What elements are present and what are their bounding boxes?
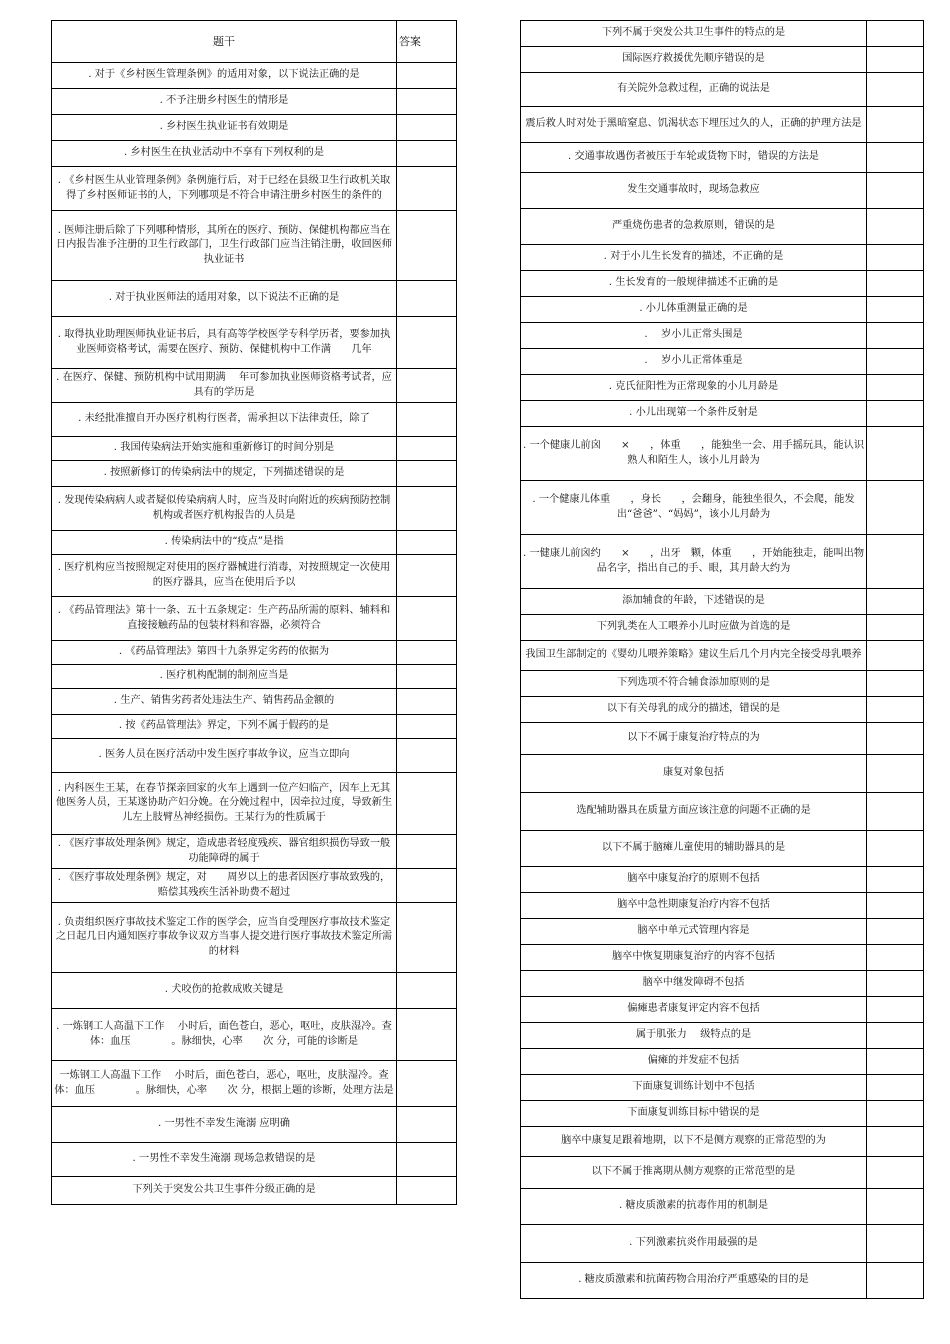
table-row [521, 107, 924, 143]
answer-cell[interactable] [867, 535, 924, 589]
question-cell: 严重烧伤患者的急救原则，错误的是 [521, 209, 867, 245]
table-row [52, 715, 457, 739]
answer-cell[interactable] [397, 1107, 457, 1143]
answer-cell[interactable] [867, 697, 924, 723]
table-row [521, 73, 924, 107]
answer-cell[interactable] [867, 401, 924, 427]
question-cell: . 犬咬伤的抢救成败关键是 [52, 973, 397, 1009]
table-row [52, 437, 457, 461]
answer-cell[interactable] [397, 369, 457, 403]
table-row [521, 427, 924, 481]
question-cell: . 负责组织医疗事故技术鉴定工作的医学会，应当自受理医疗事故技术鉴定之日起几日内通知医疗事故争议双方当事人提交进行医疗事故技术鉴定所需的材料 [52, 903, 397, 973]
answer-cell[interactable] [867, 723, 924, 755]
answer-cell[interactable] [867, 297, 924, 323]
question-column-header: 题干 [52, 21, 397, 63]
answer-cell[interactable] [867, 245, 924, 271]
answer-cell[interactable] [397, 281, 457, 317]
table-row [52, 1143, 457, 1177]
table-row [52, 167, 457, 211]
question-cell: . 在医疗、保健、预防机构中试用期满 年可参加执业医师资格考试者，应具有的学历是 [52, 369, 397, 403]
table-row [521, 1101, 924, 1127]
question-cell: 脑卒中急性期康复治疗内容不包括 [521, 893, 867, 919]
question-cell: 添加辅食的年龄，下述错误的是 [521, 589, 867, 615]
question-cell: 脑卒中继发障碍不包括 [521, 971, 867, 997]
answer-cell[interactable] [397, 167, 457, 211]
question-cell: . 小儿体重测量正确的是 [521, 297, 867, 323]
question-cell: . 《医疗事故处理条例》规定，对 周岁以上的患者因医疗事故致残的，赔偿其残疾生活补助费不超过 [52, 869, 397, 903]
question-cell: 选配辅助器具在质量方面应该注意的问题不正确的是 [521, 793, 867, 831]
question-cell: 下面康复训练计划中不包括 [521, 1075, 867, 1101]
answer-cell[interactable] [397, 531, 457, 555]
question-cell: . 下列激素抗炎作用最强的是 [521, 1225, 867, 1263]
table-row [521, 1127, 924, 1157]
table-row [521, 173, 924, 209]
answer-cell[interactable] [867, 375, 924, 401]
table-row [521, 1225, 924, 1263]
answer-column-header: 答案 [397, 21, 457, 63]
question-cell: 脑卒中康复治疗的原则不包括 [521, 867, 867, 893]
table-row [521, 997, 924, 1023]
question-cell: . 一个健康儿前囟 × ，体重 ，能独坐一会、用手摇玩具，能认识熟人和陌生人，该小儿月龄为 [521, 427, 867, 481]
question-cell: 属于肌张力 级特点的是 [521, 1023, 867, 1049]
question-cell: 一炼钢工人高温下工作 小时后，面色苍白，恶心，呕吐，皮肤湿冷。查体：血压 。脉细快，心率 次 分，根据上题的诊断，处理方法是 [52, 1061, 397, 1107]
question-cell: . 医疗机构应当按照规定对使用的医疗器械进行消毒，对按照规定一次使用的医疗器具，应当在使用后予以 [52, 555, 397, 597]
question-cell: 脑卒中恢复期康复治疗的内容不包括 [521, 945, 867, 971]
question-cell: . 内科医生王某，在春节探亲回家的火车上遇到一位产妇临产，因车上无其他医务人员，王某遂协助产妇分娩。在分娩过程中，因牵拉过度，导致新生儿左上肢臂丛神经损伤。王某行为的性质属于 [52, 773, 397, 835]
answer-cell[interactable] [867, 997, 924, 1023]
table-row [52, 281, 457, 317]
table-row [52, 487, 457, 531]
table-row [521, 867, 924, 893]
answer-cell[interactable] [867, 1189, 924, 1225]
table-row [52, 369, 457, 403]
table-row [52, 89, 457, 115]
answer-cell[interactable] [867, 47, 924, 73]
table-row [521, 697, 924, 723]
table-row [52, 115, 457, 141]
question-cell: . 克氏征阳性为正常现象的小儿月龄是 [521, 375, 867, 401]
table-row [52, 835, 457, 869]
question-cell: . 糖皮质激素和抗菌药物合用治疗严重感染的目的是 [521, 1263, 867, 1299]
table-row [521, 641, 924, 671]
table-row [521, 297, 924, 323]
question-cell: . 对于《乡村医生管理条例》的适用对象，以下说法正确的是 [52, 63, 397, 89]
table-row [521, 401, 924, 427]
table-row [521, 535, 924, 589]
answer-cell[interactable] [397, 437, 457, 461]
answer-cell[interactable] [397, 461, 457, 487]
answer-cell[interactable] [867, 73, 924, 107]
question-cell: 国际医疗救援优先顺序错误的是 [521, 47, 867, 73]
question-cell: . 对于执业医师法的适用对象，以下说法不正确的是 [52, 281, 397, 317]
table-row [521, 1023, 924, 1049]
question-cell: . 发现传染病病人或者疑似传染病病人时，应当及时向附近的疾病预防控制机构或者医疗机构报告的人员是 [52, 487, 397, 531]
answer-cell[interactable] [867, 1127, 924, 1157]
question-cell: . 一炼钢工人高温下工作 小时后，面色苍白，恶心，呕吐，皮肤湿冷。查体：血压 。脉细快，心率 次 分，可能的诊断是 [52, 1009, 397, 1061]
table-row [521, 831, 924, 867]
table-row [52, 597, 457, 641]
answer-cell[interactable] [867, 173, 924, 209]
answer-cell[interactable] [867, 641, 924, 671]
question-cell: 偏瘫患者康复评定内容不包括 [521, 997, 867, 1023]
answer-cell[interactable] [867, 755, 924, 793]
question-cell: . 小儿出现第一个条件反射是 [521, 401, 867, 427]
table-row [52, 403, 457, 437]
answer-cell[interactable] [397, 739, 457, 773]
answer-cell[interactable] [397, 141, 457, 167]
answer-cell[interactable] [867, 1263, 924, 1299]
question-cell: . 对于小儿生长发育的描述，不正确的是 [521, 245, 867, 271]
question-cell: . 岁小儿正常体重是 [521, 349, 867, 375]
table-row [52, 211, 457, 281]
question-cell: . 《医疗事故处理条例》规定，造成患者轻度残疾、器官组织损伤导致一般功能障碍的属于 [52, 835, 397, 869]
answer-cell[interactable] [867, 1023, 924, 1049]
table-row [52, 531, 457, 555]
left-question-table [51, 20, 457, 1205]
question-cell: . 医疗机构配制的制剂应当是 [52, 665, 397, 689]
question-cell: 以下有关母乳的成分的描述，错误的是 [521, 697, 867, 723]
table-row [52, 317, 457, 369]
answer-cell[interactable] [867, 1225, 924, 1263]
answer-cell[interactable] [867, 323, 924, 349]
answer-cell[interactable] [867, 945, 924, 971]
question-cell: 我国卫生部制定的《婴幼儿喂养策略》建议生后几个月内完全接受母乳喂养 [521, 641, 867, 671]
answer-cell[interactable] [397, 903, 457, 973]
table-row [52, 1107, 457, 1143]
question-cell: 有关院外急救过程，正确的说法是 [521, 73, 867, 107]
table-row [521, 1157, 924, 1189]
question-cell: . 一个健康儿体重 ，身长 ，会翻身，能独坐很久，不会爬，能发出“爸爸”、“妈妈”，该小儿月龄为 [521, 481, 867, 535]
question-cell: . 生长发育的一般规律描述不正确的是 [521, 271, 867, 297]
table-row [52, 665, 457, 689]
table-row [521, 919, 924, 945]
table-row [521, 323, 924, 349]
answer-cell[interactable] [867, 1157, 924, 1189]
table-row [52, 869, 457, 903]
answer-cell[interactable] [867, 209, 924, 245]
table-row [521, 615, 924, 641]
table-row [521, 1263, 924, 1299]
table-row [521, 971, 924, 997]
table-row [521, 1075, 924, 1101]
answer-cell[interactable] [867, 831, 924, 867]
question-cell: . 我国传染病法开始实施和重新修订的时间分别是 [52, 437, 397, 461]
answer-cell[interactable] [867, 481, 924, 535]
answer-cell[interactable] [397, 1143, 457, 1177]
table-row [52, 555, 457, 597]
answer-cell[interactable] [867, 1101, 924, 1127]
table-row [52, 1177, 457, 1205]
answer-cell[interactable] [867, 919, 924, 945]
question-cell: 脑卒中康复足跟着地期，以下不是侧方观察的正常范型的为 [521, 1127, 867, 1157]
table-row [521, 793, 924, 831]
answer-cell[interactable] [397, 689, 457, 715]
table-row [521, 1189, 924, 1225]
question-cell: 偏瘫的并发症不包括 [521, 1049, 867, 1075]
answer-cell[interactable] [397, 1009, 457, 1061]
question-cell: . 交通事故遇伤者被压于车轮或货物下时，错误的方法是 [521, 143, 867, 173]
question-cell: . 《乡村医生从业管理条例》条例施行后，对于已经在县级卫生行政机关取得了乡村医师证书的人，下列哪项是不符合申请注册乡村医生的条件的 [52, 167, 397, 211]
question-cell: . 一健康儿前囟约 × ，出牙 颗，体重 ，开始能独走，能叫出物品名字，指出自己的手、眼，其月龄大约为 [521, 535, 867, 589]
answer-cell[interactable] [867, 971, 924, 997]
question-cell: . 传染病法中的“疫点”是指 [52, 531, 397, 555]
question-cell: 下列选项不符合辅食添加原则的是 [521, 671, 867, 697]
question-cell: . 岁小儿正常头围是 [521, 323, 867, 349]
question-cell: . 《药品管理法》第十一条、五十五条规定：生产药品所需的原料、辅料和直接接触药品的包装材料和容器，必须符合 [52, 597, 397, 641]
question-cell: 以下不属于推离期从侧方观察的正常范型的是 [521, 1157, 867, 1189]
table-row [52, 689, 457, 715]
question-cell: . 一男性不幸发生淹溺 应明确 [52, 1107, 397, 1143]
answer-cell[interactable] [867, 793, 924, 831]
answer-cell[interactable] [867, 671, 924, 697]
table-row [521, 349, 924, 375]
answer-cell[interactable] [397, 403, 457, 437]
question-cell: . 生产、销售劣药者处违法生产、销售药品金额的 [52, 689, 397, 715]
table-row [521, 143, 924, 173]
question-cell: 震后救人时对处于黑暗窒息、饥渴状态下埋压过久的人，正确的护理方法是 [521, 107, 867, 143]
table-row [521, 723, 924, 755]
question-cell: 发生交通事故时，现场急救应 [521, 173, 867, 209]
answer-cell[interactable] [397, 835, 457, 869]
question-cell: . 不予注册乡村医生的情形是 [52, 89, 397, 115]
question-cell: . 未经批准擅自开办医疗机构行医者，需承担以下法律责任，除了 [52, 403, 397, 437]
question-cell: 康复对象包括 [521, 755, 867, 793]
table-row [521, 671, 924, 697]
answer-cell[interactable] [397, 89, 457, 115]
answer-cell[interactable] [397, 597, 457, 641]
answer-cell[interactable] [397, 973, 457, 1009]
table-row [521, 375, 924, 401]
table-row [52, 1061, 457, 1107]
table-row [521, 589, 924, 615]
table-row [52, 1009, 457, 1061]
question-cell: 下列不属于突发公共卫生事件的特点的是 [521, 21, 867, 47]
answer-cell[interactable] [397, 555, 457, 597]
answer-cell[interactable] [867, 867, 924, 893]
table-row [521, 945, 924, 971]
answer-cell[interactable] [397, 869, 457, 903]
answer-cell[interactable] [397, 115, 457, 141]
question-cell: . 《药品管理法》第四十九条界定劣药的依据为 [52, 641, 397, 665]
table-row [521, 47, 924, 73]
answer-cell[interactable] [397, 641, 457, 665]
answer-cell[interactable] [397, 63, 457, 89]
answer-cell[interactable] [397, 773, 457, 835]
question-cell: . 取得执业助理医师执业证书后，具有高等学校医学专科学历者，要参加执业医师资格考试，需要在医疗、预防、保健机构中工作满 几年 [52, 317, 397, 369]
answer-cell[interactable] [397, 1177, 457, 1205]
question-cell: . 糖皮质激素的抗毒作用的机制是 [521, 1189, 867, 1225]
table-row [521, 755, 924, 793]
answer-cell[interactable] [867, 107, 924, 143]
table-row [521, 245, 924, 271]
answer-cell[interactable] [397, 317, 457, 369]
answer-cell[interactable] [867, 615, 924, 641]
answer-cell[interactable] [867, 893, 924, 919]
table-row [52, 739, 457, 773]
answer-cell[interactable] [867, 21, 924, 47]
answer-cell[interactable] [867, 427, 924, 481]
table-row [521, 893, 924, 919]
table-row [521, 209, 924, 245]
answer-cell[interactable] [867, 1075, 924, 1101]
answer-cell[interactable] [867, 349, 924, 375]
answer-cell[interactable] [867, 1049, 924, 1075]
table-row [52, 461, 457, 487]
answer-cell[interactable] [397, 1061, 457, 1107]
question-cell: 以下不属于脑瘫儿童使用的辅助器具的是 [521, 831, 867, 867]
question-cell: 下列乳类在人工喂养小儿时应做为首选的是 [521, 615, 867, 641]
table-row [52, 773, 457, 835]
question-cell: 脑卒中单元式管理内容是 [521, 919, 867, 945]
table-row [52, 641, 457, 665]
answer-cell[interactable] [397, 211, 457, 281]
question-cell: . 医师注册后除了下列哪种情形，其所在的医疗、预防、保健机构都应当在 日内报告准予注册的卫生行政部门，卫生行政部门应当注销注册，收回医师执业证书 [52, 211, 397, 281]
question-cell: . 乡村医生在执业活动中不享有下列权利的是 [52, 141, 397, 167]
table-row [52, 141, 457, 167]
question-cell: . 乡村医生执业证书有效期是 [52, 115, 397, 141]
table-row [521, 271, 924, 297]
right-question-table [520, 20, 924, 1299]
table-header-row [52, 21, 457, 63]
question-cell: 下面康复训练目标中错误的是 [521, 1101, 867, 1127]
table-row [521, 21, 924, 47]
table-row [521, 1049, 924, 1075]
table-row [52, 903, 457, 973]
answer-cell[interactable] [397, 715, 457, 739]
answer-cell[interactable] [397, 665, 457, 689]
answer-cell[interactable] [867, 271, 924, 297]
question-cell: . 医务人员在医疗活动中发生医疗事故争议，应当立即向 [52, 739, 397, 773]
table-row [52, 973, 457, 1009]
answer-cell[interactable] [867, 143, 924, 173]
question-cell: . 按照新修订的传染病法中的规定，下列描述错误的是 [52, 461, 397, 487]
question-cell: . 按《药品管理法》界定，下列不属于假药的是 [52, 715, 397, 739]
question-cell: . 一男性不幸发生淹溺 现场急救错误的是 [52, 1143, 397, 1177]
table-row [52, 63, 457, 89]
answer-cell[interactable] [397, 487, 457, 531]
question-cell: 以下不属于康复治疗特点的为 [521, 723, 867, 755]
answer-cell[interactable] [867, 589, 924, 615]
question-cell: 下列关于突发公共卫生事件分级正确的是 [52, 1177, 397, 1205]
table-row [521, 481, 924, 535]
